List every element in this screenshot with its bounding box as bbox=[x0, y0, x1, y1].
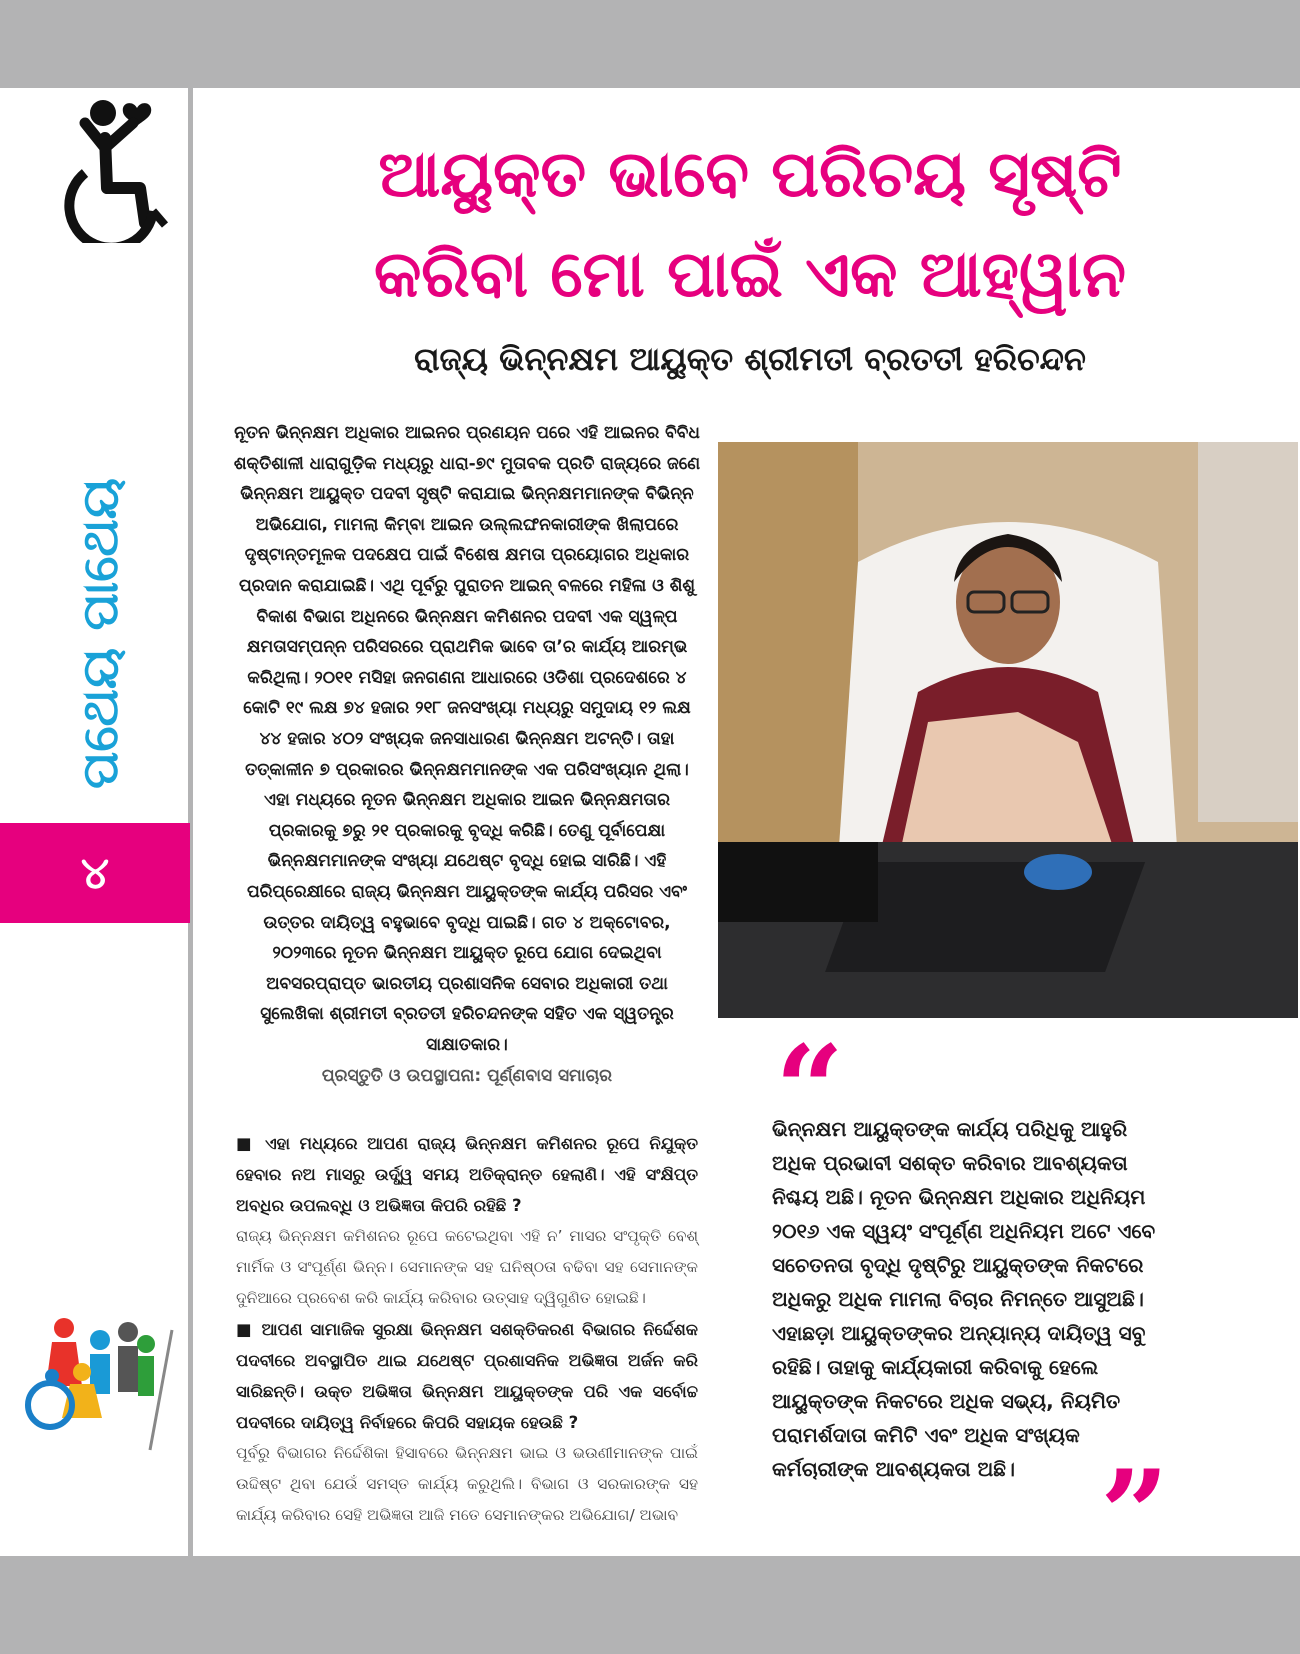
vertical-title-text: ପଥେୟ ପାଥେୟ bbox=[70, 477, 129, 789]
close-quote-mark: ” bbox=[1100, 1444, 1170, 1585]
top-band bbox=[0, 0, 1300, 88]
pull-quote bbox=[772, 1112, 1167, 1486]
qa-section bbox=[236, 1128, 698, 1531]
question-1: ■ ଏହା ମଧ୍ୟରେ ଆପଣ ରାଜ୍ୟ ଭିନ୍ନକ୍ଷମ କମିଶନର ରୂପେ ନିଯୁକ୍ତ ହେବାର ନଅ ମାସରୁ ଉର୍ଦ୍ଧ୍ୱ ସମୟ ଅତିକ୍ରାନ୍ତ ହେଲାଣି। ଏହି ସଂକ୍ଷିପ୍ତ ଅବଧିର ଉପଲବ୍ଧି ଓ ଅଭିଜ୍ଞତା କିପରି ରହିଛି ? bbox=[236, 1134, 698, 1215]
subhead-designation: ରାଜ୍ୟ ଭିନ୍ନକ୍ଷମ ଆୟୁକ୍ତ bbox=[414, 340, 734, 378]
byline: ପ୍ରସ୍ତୁତି ଓ ଉପସ୍ଥାପନା: ପୂର୍ଣ୍ଣବାସ ସମାଚାର bbox=[321, 1066, 613, 1086]
headline bbox=[210, 125, 1290, 325]
diverse-people-icon bbox=[22, 1310, 182, 1464]
headline-line-2: କରିବା ମୋ ପାଇଁ ଏକ ଆହ୍ୱାନ bbox=[374, 238, 1126, 312]
vertical-section-title bbox=[40, 373, 160, 893]
page-number-box bbox=[0, 823, 190, 923]
subheadline bbox=[210, 340, 1290, 379]
question-2: ■ ଆପଣ ସାମାଜିକ ସୁରକ୍ଷା ଭିନ୍ନକ୍ଷମ ସଶକ୍ତିକରଣ ବିଭାଗର ନିର୍ଦ୍ଦେଶକ ପଦବୀରେ ଅବସ୍ଥାପିତ ଥାଇ ଯଥେଷ୍ଟ ପ୍ରଶାସନିକ ଅଭିଜ୍ଞତା ଅର୍ଜନ କରି ସାରିଛନ୍ତି। ଉକ୍ତ ଅଭିଜ୍ଞତା ଭିନ୍ନକ୍ଷମ ଆୟୁକ୍ତଙ୍କ ପରି ଏକ ସର୍ବୋଚ୍ଚ ପଦବୀରେ ଦାୟିତ୍ୱ ନିର୍ବାହରେ କିପରି ସହାୟକ ହେଉଛି ? bbox=[236, 1320, 698, 1432]
page-number: ୪ bbox=[80, 847, 110, 899]
wheelchair-heart-icon bbox=[45, 93, 175, 247]
subhead-name: ଶ୍ରୀମତୀ ବ୍ରତତୀ ହରିଚନ୍ଦନ bbox=[744, 340, 1086, 378]
intro-text: ନୂତନ ଭିନ୍ନକ୍ଷମ ଅଧିକାର ଆଇନର ପ୍ରଣୟନ ପରେ ଏହି ଆଇନର ବିବିଧ ଶକ୍ତିଶାଳୀ ଧାରାଗୁଡ଼ିକ ମଧ୍ୟରୁ ଧାରା-୭୯ ମୁତାବକ ପ୍ରତି ରାଜ୍ୟରେ ଜଣେ ଭିନ୍ନକ୍ଷମ ଆୟୁକ୍ତ ପଦବୀ ସୃଷ୍ଟି କରାଯାଇ ଭିନ୍ନକ୍ଷମମାନଙ୍କ ବିଭିନ୍ନ ଅଭିଯୋଗ, ମାମଲା କିମ୍ବା ଆଇନ ଉଲ୍ଲଙ୍ଘନକାରୀଙ୍କ ଖିଲାପରେ ଦୃଷ୍ଟାନ୍ତମୂଳକ ପଦକ୍ଷେପ ପାଇଁ ବିଶେଷ କ୍ଷମତା ପ୍ରୟୋଗର ଅଧିକାର ପ୍ରଦାନ କରାଯାଇଛି। ଏଥି ପୂର୍ବରୁ ପୁରାତନ ଆଇନ୍ ବଳରେ ମହିଳା ଓ ଶିଶୁ ବିକାଶ ବିଭାଗ ଅଧିନରେ ଭିନ୍ନକ୍ଷମ କମିଶନର ପଦବୀ ଏକ ସ୍ୱଳ୍ପ କ୍ଷମତାସମ୍ପନ୍ନ ପରିସରରେ ପ୍ରାଥମିକ ଭାବେ ତା’ର କାର୍ଯ୍ୟ ଆରମ୍ଭ କରିଥିଲା। ୨୦୧୧ ମସିହା ଜନଗଣନା ଆଧାରରେ ଓଡିଶା ପ୍ରଦେଶରେ ୪ କୋଟି ୧୯ ଲକ୍ଷ ୭୪ ହଜାର ୨୧୮ ଜନସଂଖ୍ୟା ମଧ୍ୟରୁ ସମୁଦାୟ ୧୨ ଲକ୍ଷ ୪୪ ହଜାର ୪୦୨ ସଂଖ୍ୟକ ଜନସାଧାରଣ ଭିନ୍ନକ୍ଷମ ଅଟନ୍ତି। ତାହା ତତ୍କାଳୀନ ୭ ପ୍ରକାରର ଭିନ୍ନକ୍ଷମମାନଙ୍କ ଏକ ପରିସଂଖ୍ୟାନ ଥିଲା। ଏହା ମଧ୍ୟରେ ନୂତନ ଭିନ୍ନକ୍ଷମ ଅଧିକାର ଆଇନ ଭିନ୍ନକ୍ଷମତାର ପ୍ରକାରକୁ ୭ରୁ ୨୧ ପ୍ରକାରକୁ ବୃଦ୍ଧି କରିଛି। ତେଣୁ ପୂର୍ବାପେକ୍ଷା ଭିନ୍ନକ୍ଷମମାନଙ୍କ ସଂଖ୍ୟା ଯଥେଷ୍ଟ ବୃଦ୍ଧି ହୋଇ ସାରିଛି। ଏହି ପରିପ୍ରେକ୍ଷୀରେ ରାଜ୍ୟ ଭିନ୍ନକ୍ଷମ ଆୟୁକ୍ତଙ୍କ କାର୍ଯ୍ୟ ପରିସର ଏବଂ ଉତ୍ତର ଦାୟିତ୍ୱ ବହୁଭାବେ ବୃଦ୍ଧି ପାଇଛି। ଗତ ୪ ଅକ୍ଟୋବର, ୨୦୨୩ରେ ନୂତନ ଭିନ୍ନକ୍ଷମ ଆୟୁକ୍ତ ରୂପେ ଯୋଗ ଦେଇଥିବା ଅବସରପ୍ରାପ୍ତ ଭାରତୀୟ ପ୍ରଶାସନିକ ସେବାର ଅଧିକାରୀ ତଥା ସୁଲେଖିକା ଶ୍ରୀମତୀ ବ୍ରତତୀ ହରିଚନ୍ଦନଙ୍କ ସହିତ ଏକ ସ୍ୱତନ୍ତ୍ର ସାକ୍ଷାତକାର। bbox=[233, 423, 701, 1055]
headline-line-1: ଆୟୁକ୍ତ ଭାବେ ପରିଚୟ ସୃଷ୍ଟି bbox=[378, 138, 1122, 212]
answer-1: ରାଜ୍ୟ ଭିନ୍ନକ୍ଷମ କମିଶନର ରୂପେ କଟେଇଥିବା ଏହି ନ’ ମାସର ସଂପୃକ୍ତି ବେଶ୍ ମାର୍ମିକ ଓ ସଂପୂର୍ଣ୍ଣ ଭିନ୍ନ। ସେମାନଙ୍କ ସହ ଘନିଷ୍ଠତା ବଢିବା ସହ ସେମାନଙ୍କ ଦୁନିଆରେ ପ୍ରବେଶ କରି କାର୍ଯ୍ୟ କରିବାର ଉତ୍ସାହ ଦ୍ୱିଗୁଣିତ ହୋଇଛି। bbox=[236, 1227, 698, 1307]
intro-paragraph bbox=[232, 418, 702, 1060]
answer-2: ପୂର୍ବରୁ ବିଭାଗର ନିର୍ଦ୍ଦେଶିକା ହିସାବରେ ଭିନ୍ନକ୍ଷମ ଭାଇ ଓ ଭଉଣୀମାନଙ୍କ ପାଇଁ ଉଦ୍ଦିଷ୍ଟ ଥିବା ଯେଉଁ ସମସ୍ତ କାର୍ଯ୍ୟ କରୁଥିଲି। ବିଭାଗ ଓ ସରକାରଙ୍କ ସହ କାର୍ଯ୍ୟ କରିବାର ସେହି ଅଭିଜ୍ଞତା ଆଜି ମତେ ସେମାନଙ୍କର ଅଭିଯୋଗ/ ଅଭାବ bbox=[236, 1444, 698, 1524]
open-quote-mark: “ bbox=[775, 1019, 845, 1160]
portrait-photo bbox=[718, 442, 1298, 1018]
pull-quote-text: ଭିନ୍ନକ୍ଷମ ଆୟୁକ୍ତଙ୍କ କାର୍ଯ୍ୟ ପରିଧିକୁ ଆହୁରି ଅଧିକ ପ୍ରଭାବୀ ସଶକ୍ତ କରିବାର ଆବଶ୍ୟକତା ନିଶ୍ଚୟ ଅଛି। ନୂତନ ଭିନ୍ନକ୍ଷମ ଅଧିକାର ଅଧିନିୟମ ୨୦୧୬ ଏକ ସ୍ୱୟଂ ସଂପୂର୍ଣ୍ଣ ଅଧିନିୟମ ଅଟେ ଏବେ ସଚେତନତା ବୃଦ୍ଧି ଦୃଷ୍ଟିରୁ ଆୟୁକ୍ତଙ୍କ ନିକଟରେ ଅଧିକରୁ ଅଧିକ ମାମଲା ବିଚାର ନିମନ୍ତେ ଆସୁଅଛି। ଏହାଛଡ଼ା ଆୟୁକ୍ତଙ୍କର ଅନ୍ୟାନ୍ୟ ଦାୟିତ୍ୱ ସବୁ ରହିଛି। ତାହାକୁ କାର୍ଯ୍ୟକାରୀ କରିବାକୁ ହେଲେ ଆୟୁକ୍ତଙ୍କ ନିକଟରେ ଅଧିକ ସଭ୍ୟ, ନିୟମିତ ପରାମର୍ଶଦାତା କମିଟି ଏବଂ ଅଧିକ ସଂଖ୍ୟକ କର୍ମଚାରୀଙ୍କ ଆବଶ୍ୟକତା ଅଛି। bbox=[772, 1117, 1156, 1481]
